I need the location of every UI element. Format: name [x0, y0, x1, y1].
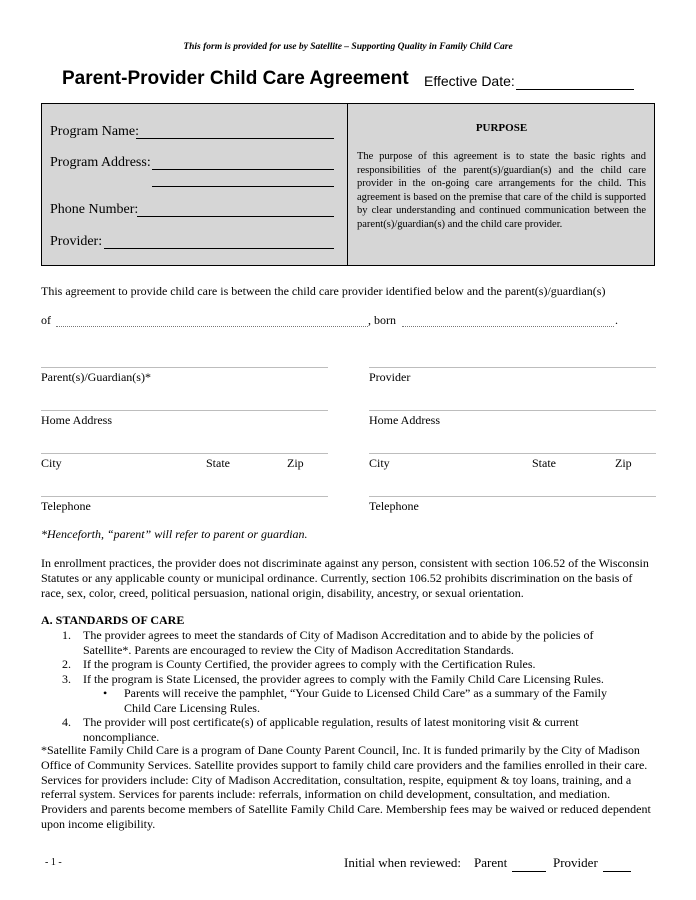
item-4-line2: noncompliance.	[83, 730, 160, 744]
parent-home-address-label: Home Address	[41, 413, 112, 427]
program-name-label: Program Name:	[50, 124, 140, 139]
header-note: This form is provided for use by Satellite – Supporting Quality in Family Child Care	[183, 42, 513, 52]
item-3-line1: If the program is State Licensed, the provider agrees to comply with the Family Child Care Licensing Rules.	[83, 672, 604, 686]
agreement-intro: This agreement to provide child care is between the child care provider identified below and the parent(s)/guardian(s)	[41, 284, 606, 298]
parent-state-label: State	[206, 456, 230, 470]
provider-city-label: City	[369, 456, 390, 470]
program-address-field-2[interactable]	[152, 186, 334, 187]
bullet-line2: Child Care Licensing Rules.	[124, 701, 260, 715]
provider-state-label: State	[532, 456, 556, 470]
item-1-num: 1.	[62, 628, 71, 642]
item-2-num: 2.	[62, 657, 71, 671]
provider-name-field[interactable]	[369, 367, 656, 368]
item-3-num: 3.	[62, 672, 71, 686]
phone-number-label: Phone Number:	[50, 202, 139, 217]
program-name-field[interactable]	[136, 138, 334, 139]
parent-address-field[interactable]	[41, 410, 328, 411]
provider-zip-label: Zip	[615, 456, 632, 470]
item-1-line2: Satellite*. Parents are encouraged to review the City of Madison Accreditation Standards.	[83, 643, 514, 657]
program-name-row	[50, 124, 139, 140]
effective-date-field[interactable]	[516, 89, 634, 90]
item-2-line1: If the program is County Certified, the provider agrees to comply with the Certification Rules.	[83, 657, 536, 671]
parent-zip-label: Zip	[287, 456, 304, 470]
birthdate-field[interactable]	[402, 326, 614, 327]
initial-label: Initial when reviewed:	[344, 855, 461, 870]
provider-city-state-zip-field[interactable]	[369, 453, 656, 454]
period: .	[615, 313, 618, 327]
item-4-line1: The provider will post certificate(s) of applicable regulation, results of latest monitoring visit & current	[83, 715, 579, 729]
program-address-row	[50, 155, 151, 171]
parent-telephone-field[interactable]	[41, 496, 328, 497]
born-label: , born	[368, 313, 396, 327]
provider-home-address-label: Home Address	[369, 413, 440, 427]
nondiscrimination-statement: In enrollment practices, the provider does not discriminate against any person, consistent with section 106.52 of the Wisconsin Statutes or any applicable county or municipal ordinance. Currently, section 106.52 prohibits discrimination on the basis of race, sex, color, creed, political persuasion, national origin, disability, ancestry, or sexual orientation.	[41, 556, 649, 600]
page-title: Parent-Provider Child Care Agreement	[62, 68, 409, 89]
provider-address-field[interactable]	[369, 410, 656, 411]
item-1-line1: The provider agrees to meet the standards of City of Madison Accreditation and to abide by the policies of	[83, 628, 594, 642]
section-a-heading: A. STANDARDS OF CARE	[41, 613, 185, 627]
initial-provider-label: Provider	[553, 855, 598, 870]
provider-row	[50, 234, 102, 250]
parent-guardian-label: Parent(s)/Guardian(s)*	[41, 370, 151, 384]
provider-label: Provider:	[50, 234, 103, 249]
child-name-field[interactable]	[56, 326, 368, 327]
initial-parent-field[interactable]	[512, 871, 546, 872]
phone-number-field[interactable]	[137, 216, 334, 217]
phone-number-row	[50, 202, 138, 218]
parent-city-label: City	[41, 456, 62, 470]
of-label: of	[41, 313, 51, 327]
provider-telephone-field[interactable]	[369, 496, 656, 497]
purpose-title: PURPOSE	[475, 122, 528, 134]
parent-city-state-zip-field[interactable]	[41, 453, 328, 454]
parent-name-field[interactable]	[41, 367, 328, 368]
provider-telephone-label: Telephone	[369, 499, 419, 513]
purpose-text: The purpose of this agreement is to state the basic rights and responsibilities of the parent(s)/guardian(s) and the child care provider in the on-going care arrangements for the child. This agreement is based on the premise that care of the child is supported by clear understanding and continued communication between the parent(s)/guardian(s) and the child care provider.	[357, 151, 646, 230]
bullet-icon: •	[103, 686, 108, 700]
parent-telephone-label: Telephone	[41, 499, 91, 513]
bullet-line1: Parents will receive the pamphlet, “Your Guide to Licensed Child Care” as a summary of the Family	[124, 686, 607, 700]
provider-col-label: Provider	[369, 370, 411, 384]
effective-date-label: Effective Date:	[424, 73, 515, 89]
program-address-field[interactable]	[152, 169, 334, 170]
program-address-label: Program Address:	[50, 155, 151, 170]
satellite-note: *Satellite Family Child Care is a program of Dane County Parent Council, Inc. It is funded primarily by the City of Madison Office of Community Services. Satellite provides support to family child care providers and the families enrolled in their care. Services for providers include: City of Madison Accreditation, consultation, respite, equipment & toy loans, training, and a referral system. Services for parents include: referrals, information on child development, consultation, and mediation. Providers and parents become members of Satellite Family Child Care. Membership fees may be waived or reduced dependent upon income eligibility.	[41, 743, 651, 831]
henceforth-note: *Henceforth, “parent” will refer to parent or guardian.	[41, 527, 308, 541]
item-4-num: 4.	[62, 715, 71, 729]
initial-parent-label: Parent	[474, 855, 508, 870]
provider-field[interactable]	[104, 248, 334, 249]
initial-provider-field[interactable]	[603, 871, 631, 872]
page-number: - 1 -	[45, 857, 62, 868]
